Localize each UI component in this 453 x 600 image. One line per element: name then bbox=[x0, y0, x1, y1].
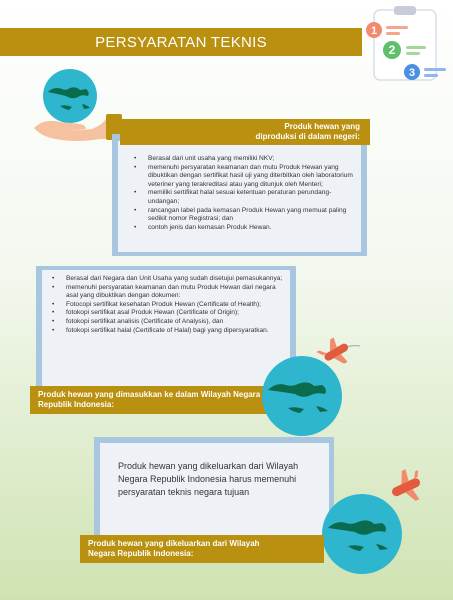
step-3-number: 3 bbox=[408, 67, 416, 79]
domestic-requirements-list bbox=[134, 155, 356, 232]
panel-2-heading-line-1: Produk hewan yang dimasukkan ke dalam Wilayah Negara bbox=[38, 390, 261, 399]
panel-3-heading bbox=[80, 535, 324, 563]
globe-incoming-plane-icon bbox=[258, 334, 378, 446]
panel-3-heading-line-2: Negara Republik Indonesia: bbox=[88, 549, 194, 558]
step-1-number: 1 bbox=[370, 25, 378, 37]
panel-2-heading-line-2: Republik Indonesia: bbox=[38, 400, 115, 409]
globe-outgoing-plane-icon bbox=[316, 462, 438, 576]
export-requirement-text: Produk hewan yang dikeluarkan dari Wilayah Negara Republik Indonesia harus memenuhi persyaratan teknis negara tujuan bbox=[118, 461, 299, 497]
page-title: PERSYARATAN TEKNIS bbox=[0, 28, 362, 56]
list-item: • rancangan label pada kemasan Produk Hewan yang memuat paling sedikit nomor Registrasi; dan bbox=[134, 207, 356, 224]
import-requirements-list bbox=[52, 275, 286, 335]
panel-2-heading bbox=[30, 386, 290, 414]
step-2-number: 2 bbox=[388, 43, 396, 57]
list-item: • Fotocopi sertifikat kesehatan Produk Hewan (Certificate of Health); bbox=[52, 301, 286, 310]
list-item: • fotokopi sertifikat halal (Certificate of Halal) bagi yang dipersyaratkan. bbox=[52, 327, 286, 336]
list-item: • memenuhi persyaratan keamanan dan mutu Produk Hewan yang dibuktikan dengan sertifikat hasil uji yang diterbitkan oleh laboratorium veteriner yang terakreditasi atau yang ditunjuk oleh Menteri; bbox=[134, 164, 356, 190]
list-item: • fotokopi sertifikat asal Produk Hewan (Certificate of Origin); bbox=[52, 309, 286, 318]
list-item: • memenuhi persyaratan keamanan dan mutu Produk Hewan dari negara asal yang dibuktikan dengan dokumen: bbox=[52, 284, 286, 301]
panel-3-heading-line-1: Produk hewan yang dikeluarkan dari Wilayah bbox=[88, 539, 260, 548]
panel-1-heading-line-1: Produk hewan yang bbox=[284, 122, 360, 131]
list-item: • fotokopi sertifikat analisis (Certificate of Analysis), dan bbox=[52, 318, 286, 327]
list-item: • Berasal dari Negara dan Unit Usaha yang sudah disetujui pemasukannya; bbox=[52, 275, 286, 284]
checklist-clipboard-icon bbox=[362, 4, 452, 84]
panel-1-heading bbox=[120, 119, 370, 145]
list-item: • Berasal dari unit usaha yang memiliki NKV; bbox=[134, 155, 356, 164]
hand-globe-icon bbox=[30, 66, 125, 146]
list-item: • memiliki sertifikat halal sesuai ketentuan peraturan perundang-undangan; bbox=[134, 189, 356, 206]
panel-1-heading-line-2: diproduksi di dalam negeri: bbox=[255, 132, 360, 141]
list-item: • contoh jenis dan kemasan Produk Hewan. bbox=[134, 224, 356, 233]
